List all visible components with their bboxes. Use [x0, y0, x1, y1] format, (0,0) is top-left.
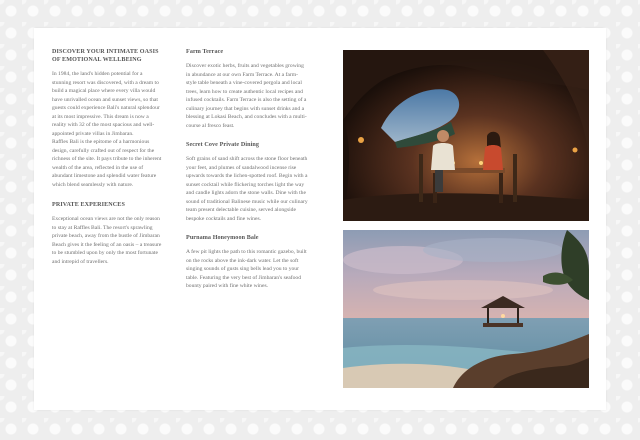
heading-farm-terrace: Farm Terrace	[186, 49, 224, 55]
heading-private-experiences: PRIVATE EXPERIENCES	[52, 202, 125, 208]
paragraph-private-beach: Exceptional ocean views are not the only reason to stay at Raffles Bali. The resort's sprawling private beach, away from the bustle of Jimbaran Beach gives it the feeling of an oasis – a treasure to be stumbled upon by only the most fortunate and intrepid of travellers.	[52, 216, 162, 265]
brochure-page	[34, 28, 606, 410]
paragraph-farm-terrace: Discover exotic herbs, fruits and vegetables growing in abundance at our own Farm Terrace. At a farm-style table beneath a vine-covered pergola and local trees, learn how to create authentic local recipes and infused cocktails. Farm Terrace is also the setting of a culinary journey that begins with sunset drinks and a blessing at Lokasi Beach, and concludes with a multi-course al fresco feast.	[186, 63, 307, 129]
heading-intimate-oasis: DISCOVER YOUR INTIMATE OASIS OF EMOTIONAL WELLBEING	[52, 49, 159, 63]
middle-text-column	[186, 48, 308, 291]
paragraph-design: Raffles Bali is the epitome of a harmonious design, carefully crafted out of respect for the richness of the site. It pays tribute to the inherent wealth of the area, reflected in the use of abundant limestone and splendid water feature which blend seamlessly with nature.	[52, 139, 162, 188]
paragraph-secret-cove: Soft grains of sand shift across the stone floor beneath your feet, and plumes of sandalwood incense rise upwards towards the lichen-spotted roof. Begin with a sunset cocktail while flickering torches light the way and candle lights adorn the stone walls. Dine with the sound of traditional Balinese music while our culinary team present delectable cuisine, served alongside bespoke cocktails and fine wines.	[186, 156, 308, 222]
cave-dining-photo	[343, 50, 589, 221]
left-text-column	[52, 48, 162, 266]
heading-secret-cove: Secret Cove Private Dining	[186, 142, 260, 148]
paragraph-honeymoon-bale: A few pit lights the path to this romantic gazebo, built on the rocks above the ink-dark water. Let the soft singing sounds of gusts sing bells lead you to your table. Featuring the very best of Jimbaran's seafood bounty paired with fine white wines.	[186, 249, 307, 289]
paragraph-history: In 1984, the land's hidden potential for a stunning resort was discovered, with a dream to build a magical place where every villa would have unrivalled ocean and sunset views, so that guests could experience Bali's natural splendour at its most impressive. This dream is now a reality with 32 of the most spacious and well-appointed private villas in Jimbaran.	[52, 71, 160, 137]
heading-honeymoon-bale: Purnama Honeymoon Bale	[186, 235, 259, 241]
gazebo-sunset-photo	[343, 230, 589, 388]
